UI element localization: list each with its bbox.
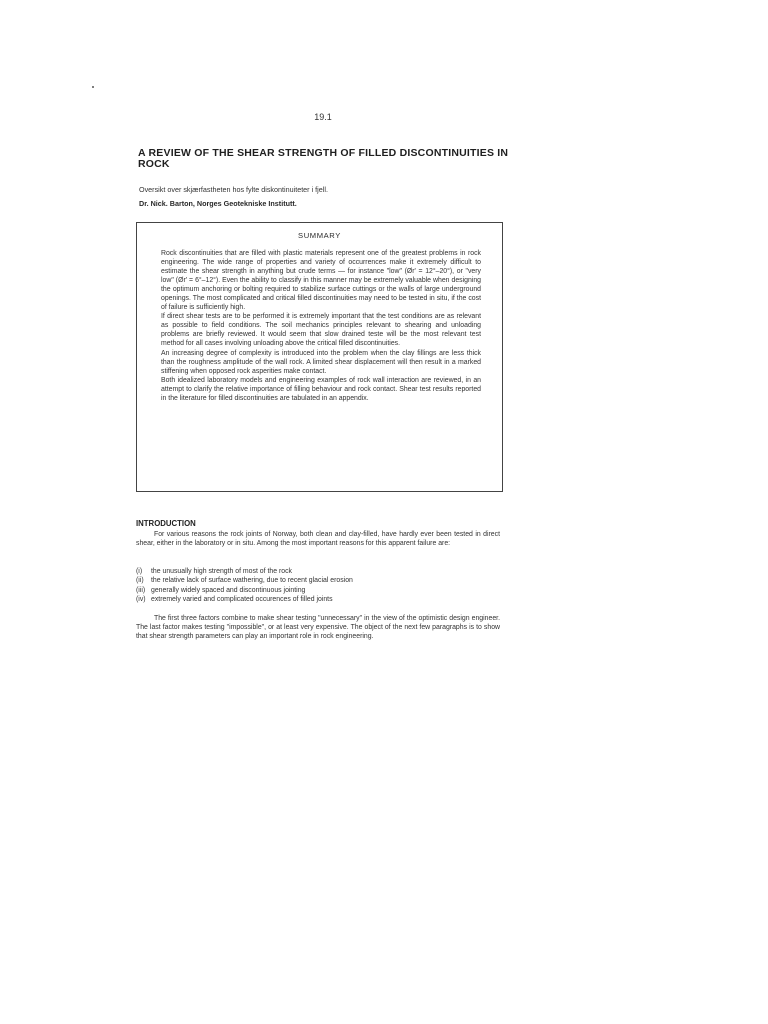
list-item bbox=[136, 567, 500, 576]
page-number: 19.1 bbox=[314, 112, 332, 122]
summary-body bbox=[161, 249, 481, 403]
list-marker: (ii) bbox=[136, 577, 144, 585]
list-marker: (i) bbox=[136, 568, 143, 575]
list-marker: (iv) bbox=[136, 596, 146, 604]
paper-subtitle-norwegian: Oversikt over skjærfastheten hos fylte diskontinuiteter i fjell. bbox=[139, 185, 328, 194]
list-item bbox=[136, 586, 500, 595]
author-line: Dr. Nick. Barton, Norges Geotekniske Institutt. bbox=[139, 199, 297, 208]
summary-paragraph-4: Both idealized laboratory models and engineering examples of rock wall interaction are reviewed, in an attempt to clarify the relative importance of filling behaviour and rock contact. Shear test results reported in the literature for filled discontinuities are tabulated in an appendix. bbox=[161, 376, 481, 402]
summary-paragraph-2: If direct shear tests are to be performed it is extremely important that the test conditions are as relevant as possible to field conditions. The soil mechanics principles relevant to shearing and unloading problems are briefly reviewed. It would seem that slow drained teste will be the most relevant test method for all cases involving unloading above the critical filled discontinuities. bbox=[161, 313, 481, 348]
paper-title: A REVIEW OF THE SHEAR STRENGTH OF FILLED DISCONTINUITIES IN ROCK bbox=[138, 147, 509, 170]
introduction-paragraph-2: The first three factors combine to make shear testing "unnecessary" in the view of the optimistic design engineer. The last factor makes testing "impossible", or at least very expensive. The object of the next few paragraphs is to show that shear strength parameters can play an important role in rock engineering. bbox=[136, 615, 500, 641]
introduction-paragraph-1: For various reasons the rock joints of Norway, both clean and clay-filled, have hardly ever been tested in direct shear, either in the laboratory or in situ. Among the most important reasons for this apparent failure are: bbox=[136, 531, 500, 548]
list-item-text: extremely varied and complicated occurences of filled joints bbox=[151, 596, 333, 604]
list-item-text: generally widely spaced and discontinuous jointing bbox=[151, 586, 306, 594]
summary-paragraph-3: An increasing degree of complexity is introduced into the problem when the clay fillings are less thick than the roughness amplitude of the wall rock. A limited shear displacement will then result in a marked stiffening when opposed rock asperities make contact. bbox=[161, 349, 481, 375]
summary-paragraph-1: Rock discontinuities that are filled with plastic materials represent one of the greatest problems in rock engineering. The wide range of properties and variety of occurrences make it extremely difficult to estimate the shear strength in anything but crude terms — for instance "low" (Ør' = 12°–20°), or "very low" (Ør' = 6°–12°). Even the ability to classify in this manner may be extremely valuable when designing the optimum anchoring or bolting required to stabilize surface cuttings or the walls of large underground openings. The most complicated and critical filled discontinuities may need to be tested in situ, if the cost of failure is sufficiently high. bbox=[161, 250, 481, 312]
summary-box bbox=[136, 222, 503, 492]
scan-speck bbox=[92, 86, 94, 88]
list-item-text: the relative lack of surface wathering, due to recent glacial erosion bbox=[151, 577, 353, 585]
list-item-text: the unusually high strength of most of the rock bbox=[151, 568, 292, 575]
list-item bbox=[136, 576, 500, 585]
list-item bbox=[136, 595, 500, 604]
list-marker: (iii) bbox=[136, 586, 146, 594]
reasons-list bbox=[136, 567, 500, 605]
introduction-heading: INTRODUCTION bbox=[136, 519, 196, 528]
summary-heading: SUMMARY bbox=[298, 231, 341, 240]
